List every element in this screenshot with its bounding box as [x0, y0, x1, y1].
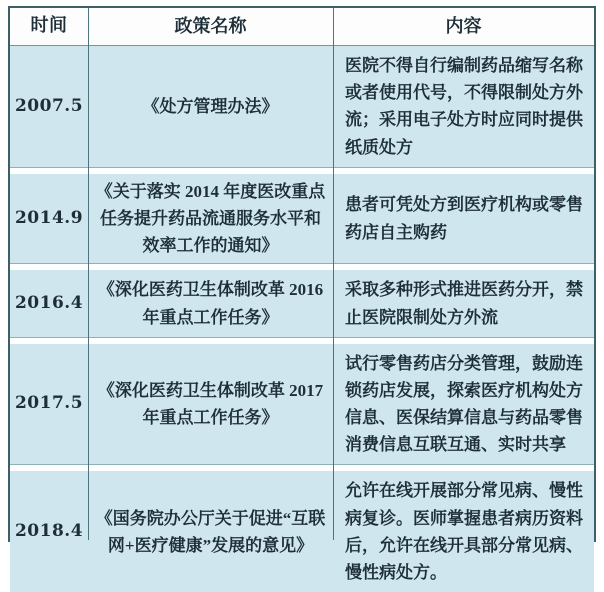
row-time: 2018.4	[14, 521, 84, 542]
row-time: 2014.9	[14, 207, 84, 228]
table-body	[10, 46, 594, 592]
policy-table	[8, 6, 596, 582]
row-content: 允许在线开展部分常见病、慢性病复诊。医师掌握患者病历资料后，允许在线开具部分常见病、慢性病处方。	[345, 481, 583, 582]
row-content: 采取多种形式推进医药分开，禁止医院限制处方外流	[345, 280, 583, 327]
column-header-content: 内容	[445, 16, 482, 37]
table-row	[10, 174, 594, 265]
row-content: 患者可凭处方到医疗机构或零售药店自主购药	[345, 195, 583, 242]
row-time: 2016.4	[14, 292, 84, 313]
table-row	[10, 270, 594, 337]
column-divider-1	[88, 8, 89, 540]
row-policy-name: 《深化医药卫生体制改革 2017 年重点工作任务》	[97, 380, 324, 428]
row-content: 试行零售药店分类管理，鼓励连锁药店发展，探索医疗机构处方信息、医保结算信息与药品零售消费信息互联互通、实时共享	[345, 353, 583, 455]
row-content: 医院不得自行编制药品缩写名称或者使用代号，不得限制处方外流；采用电子处方时应同时提供纸质处方	[345, 56, 583, 157]
table-row	[10, 344, 594, 466]
column-header-policy: 政策名称	[174, 16, 247, 37]
row-policy-name: 《处方管理办法》	[142, 96, 279, 116]
table-header-row	[10, 8, 594, 46]
row-policy-name: 《关于落实 2014 年度医改重点任务提升药品流通服务水平和效率工作的通知》	[95, 181, 326, 256]
row-policy-name: 《深化医药卫生体制改革 2016 年重点工作任务》	[97, 280, 324, 327]
column-header-time: 时间	[30, 15, 68, 37]
row-policy-name: 《国务院办公厅关于促进“互联网+医疗健康”发展的意见》	[95, 508, 326, 555]
table-row	[10, 46, 594, 168]
row-time: 2007.5	[14, 95, 84, 116]
table-row	[10, 471, 594, 592]
column-divider-2	[333, 8, 334, 540]
row-time: 2017.5	[14, 393, 84, 414]
